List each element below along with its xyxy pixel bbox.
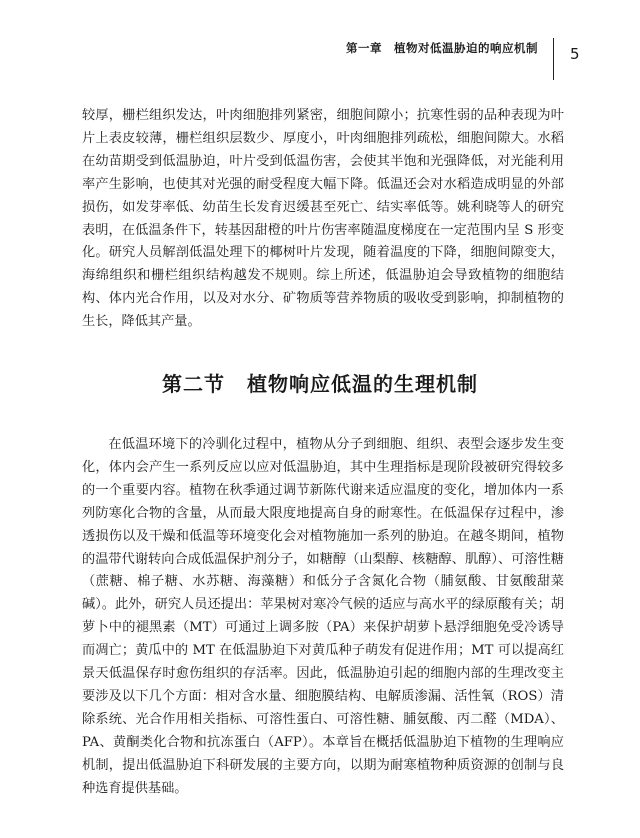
page-number: 5 [570,45,580,63]
section-heading [0,368,640,397]
section-number: 第二节 [162,372,225,396]
running-header: 第一章 植物对低温胁迫的响应机制 [346,41,538,55]
body-paragraph: 较厚，栅栏组织发达，叶肉细胞排列紧密，细胞间隙小；抗寒性弱的品种表现为叶片上表皮较薄，栅栏组织层数少、厚度小，叶肉细胞排列疏松，细胞间隙大。水稻在幼苗期受到低温胁迫，叶片受到低温伤害，会使其半饱和光强降低，对光能利用率产生影响，也使其对光强的耐受程度大幅下降。低温还会对水稻造成明显的外部损伤，如发芽率低、幼苗生长发育迟缓甚至死亡、结实率低等。姚利晓等人的研究表明，在低温条件下，转基因甜橙的叶片伤害率随温度梯度在一定范围内呈 S 形变化。研究人员解剖低温处理下的椰树叶片发现，随着温度的下降，细胞间隙变大，海绵组织和栅栏组织结构越发不规则。综上所述，低温胁迫会导致植物的细胞结构、体内光合作用，以及对水分、矿物质等营养物质的吸收受到影响，抑制植物的生长，降低其产量。 [82,108,564,330]
section-title: 植物响应低温的生理机制 [247,372,478,396]
body-paragraph: 在低温环境下的冷驯化过程中，植物从分子到细胞、组织、表型会逐步发生变化，体内会产生一系列反应以应对低温胁迫，其中生理指标是现阶段被研究得较多的一个重要内容。植物在秋季通过调节新陈代谢来适应温度的变化，增加体内一系列防寒化合物的含量，从而最大限度地提高自身的耐寒性。在低温保存过程中，渗透损伤以及干燥和低温等环境变化会对植物施加一系列的胁迫。在越冬期间，植物的温带代谢转向合成低温保护剂分子，如糖醇（山梨醇、核糖醇、肌醇）、可溶性糖（蔗糖、棉子糖、水苏糖、海藻糖）和低分子含氮化合物（脯氨酸、甘氨酸甜菜碱）。此外，研究人员还提出：苹果树对寒冷气候的适应与高水平的绿原酸有关；胡萝卜中的褪黑素（MT）可通过上调多胺（PA）来保护胡萝卜悬浮细胞免受冷诱导而凋亡；黄瓜中的 MT 在低温胁迫下对黄瓜种子萌发有促进作用；MT 可以提高红景天低温保存时愈伤组织的存活率。因此，低温胁迫引起的细胞内部的生理改变主要涉及以下几个方面：相对含水量、细胞膜结构、电解质渗漏、活性氧（ROS）清除系统、光合作用相关指标、可溶性蛋白、可溶性糖、脯氨酸、丙二醛（MDA）、PA、黄酮类化合物和抗冻蛋白（AFP）。本章旨在概括低温胁迫下植物的生理响应机制，提出低温胁迫下科研发展的主要方向，以期为耐寒植物种质资源的创制与良种选育提供基础。 [82,437,564,796]
header-divider [553,38,554,80]
